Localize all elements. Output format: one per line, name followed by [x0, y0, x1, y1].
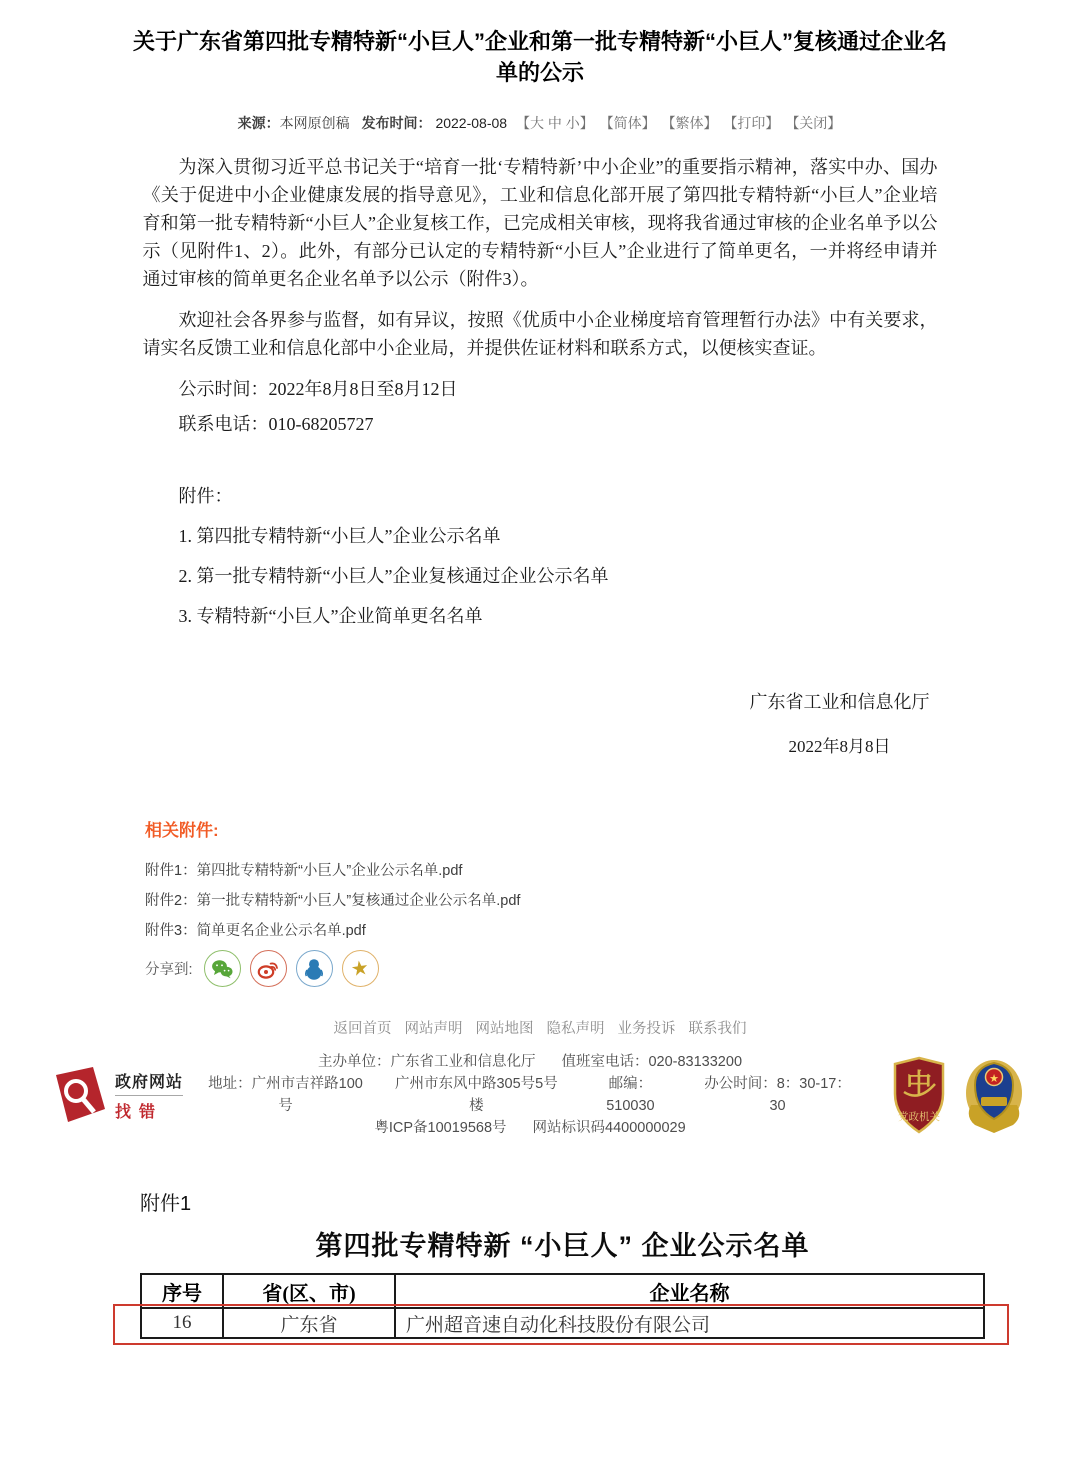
- article-body: [143, 153, 938, 761]
- footer-nav-statement[interactable]: 网站声明: [404, 1021, 463, 1037]
- wechat-icon[interactable]: [204, 950, 241, 987]
- attachment-pdf-link-2[interactable]: [145, 889, 1080, 910]
- footer-host-org: 主办单位：广东省工业和信息化厅: [317, 1054, 536, 1070]
- magnifier-flag-icon: [55, 1067, 107, 1123]
- simplified-chinese-button[interactable]: 【简体】: [599, 115, 656, 131]
- attachment1-label: 附件1: [140, 1193, 192, 1215]
- attachment-pdf-label: 附件2：: [145, 893, 197, 909]
- publicity-table-wrap: [140, 1273, 985, 1339]
- footer-duty-phone: 值班室电话：020-83133200: [561, 1054, 743, 1070]
- article-paragraph: 欢迎社会各界参与监督，如有异议，按照《优质中小企业梯度培育管理暂行办法》中有关要求，请实名反馈工业和信息化部中小企业局，并提供佐证材料和联系方式，以便核实查证。: [142, 310, 938, 358]
- attachments-label: 附件：: [178, 486, 233, 506]
- gov-logo-divider: [115, 1095, 183, 1096]
- header-company-name: 企业名称: [395, 1274, 984, 1308]
- cell-index: 16: [141, 1308, 223, 1338]
- share-row: [145, 950, 1080, 987]
- footer-nav-sitemap[interactable]: 网站地图: [475, 1021, 534, 1037]
- signature-org: 广东省工业和信息化厅: [749, 692, 930, 712]
- header-province: 省(区、市): [223, 1274, 395, 1308]
- attachment-item: 1. 第四批专精特新“小巨人”企业公示名单: [178, 526, 501, 546]
- footer-address-2: 广州市东风中路305号5号楼: [394, 1076, 558, 1114]
- publicity-table: [140, 1273, 985, 1339]
- footer-nav: [0, 1017, 1080, 1038]
- attachment-pdf-label: 附件3：: [145, 923, 197, 939]
- gov-logo-line1: 政府网站: [115, 1073, 184, 1091]
- footer-info: [205, 1051, 855, 1139]
- qzone-star-icon[interactable]: [342, 950, 379, 987]
- cell-province: 广东省: [223, 1308, 395, 1338]
- attachment-pdf-link-3[interactable]: [145, 919, 1080, 940]
- public-time-line: 公示时间：2022年8月8日至8月12日: [178, 379, 458, 399]
- signature-date: 2022年8月8日: [788, 737, 891, 756]
- attachment-pdf-label: 附件1：: [145, 863, 197, 879]
- source-label: 来源：: [237, 115, 280, 131]
- related-attachments-section: [145, 816, 1080, 987]
- attachment-pdf-name[interactable]: 第四批专精特新“小巨人”企业公示名单.pdf: [196, 863, 463, 879]
- footer-nav-complaint[interactable]: 业务投诉: [617, 1021, 676, 1037]
- article-meta: [0, 113, 1080, 133]
- cyber-police-badge-icon[interactable]: [963, 1055, 1025, 1135]
- footer-nav-home[interactable]: 返回首页: [333, 1021, 392, 1037]
- attachment-pdf-name[interactable]: 简单更名企业公示名单.pdf: [196, 923, 366, 939]
- footer-address-1: 地址：广州市吉祥路100号: [208, 1076, 363, 1114]
- attachment1-table-title: 第四批专精特新 “小巨人” 企业公示名单: [315, 1231, 810, 1261]
- attachment-pdf-link-1[interactable]: [145, 859, 1080, 880]
- badge-label: 党政机关: [898, 1111, 940, 1123]
- related-attachments-heading: 相关附件:: [145, 821, 219, 840]
- source-value: 本网原创稿: [279, 115, 350, 131]
- font-size-buttons[interactable]: 【大 中 小】: [515, 115, 594, 131]
- close-button[interactable]: 【关闭】: [785, 115, 842, 131]
- star-glyph: ★: [349, 956, 371, 981]
- attachment-pdf-name[interactable]: 第一批专精特新“小巨人”复核通过企业公示名单.pdf: [196, 893, 521, 909]
- attachment-item: 2. 第一批专精特新“小巨人”企业复核通过企业公示名单: [178, 566, 609, 586]
- footer-nav-privacy[interactable]: 隐私声明: [546, 1021, 605, 1037]
- site-footer: [0, 1017, 1080, 1139]
- weibo-icon[interactable]: [250, 950, 287, 987]
- contact-phone-line: 联系电话：010-68205727: [178, 414, 374, 434]
- svg-text:★: ★: [989, 1073, 999, 1085]
- footer-office-hours: 办公时间：8：30-17：30: [704, 1076, 851, 1114]
- attachment-item: 3. 专精特新“小巨人”企业简单更名名单: [178, 606, 483, 626]
- table-header-row: [141, 1274, 984, 1308]
- svg-text:中: 中: [905, 1069, 933, 1098]
- cell-company-name: 广州超音速自动化科技股份有限公司: [395, 1308, 984, 1338]
- print-button[interactable]: 【打印】: [723, 115, 780, 131]
- share-label: 分享到:: [145, 962, 193, 978]
- signature-block: [750, 688, 930, 761]
- party-government-badge-icon[interactable]: [891, 1056, 947, 1134]
- publish-date: 2022-08-08: [435, 115, 508, 131]
- gov-logo-line2: 找错: [115, 1103, 164, 1121]
- footer-icp-number: 粤ICP备10019568号: [374, 1120, 507, 1136]
- article-paragraph: 为深入贯彻习近平总书记关于“培育一批‘专精特新’中小企业”的重要指示精神，落实中办、国办《关于促进中小企业健康发展的指导意见》，工业和信息化部开展了第四批专精特新“小巨人”企业培育和第一批专精特新“小巨人”企业复核工作，已完成相关审核，现将我省通过审核的企业名单予以公示（见附件1、2）。此外，有部分已认定的专精特新“小巨人”企业进行了简单更名，一并将经申请并通过审核的简单更名企业名单予以公示（附件3）。: [142, 157, 938, 289]
- footer-nav-contact[interactable]: 联系我们: [688, 1021, 747, 1037]
- attachment1-preview-section: [0, 1187, 1080, 1339]
- publish-time-label: 发布时间：: [361, 115, 432, 131]
- table-row: [141, 1308, 984, 1338]
- traditional-chinese-button[interactable]: 【繁体】: [661, 115, 718, 131]
- header-index: 序号: [141, 1274, 223, 1308]
- page-title: 关于广东省第四批专精特新“小巨人”企业和第一批专精特新“小巨人”复核通过企业名单的公示: [132, 29, 947, 85]
- attachment-list: [143, 482, 938, 630]
- footer-site-id: 网站标识码4400000029: [532, 1120, 686, 1136]
- gov-site-error-report-logo[interactable]: [55, 1067, 205, 1123]
- qq-icon[interactable]: [296, 950, 333, 987]
- footer-badges: [855, 1055, 1025, 1135]
- footer-postcode: 邮编：510030: [606, 1076, 655, 1114]
